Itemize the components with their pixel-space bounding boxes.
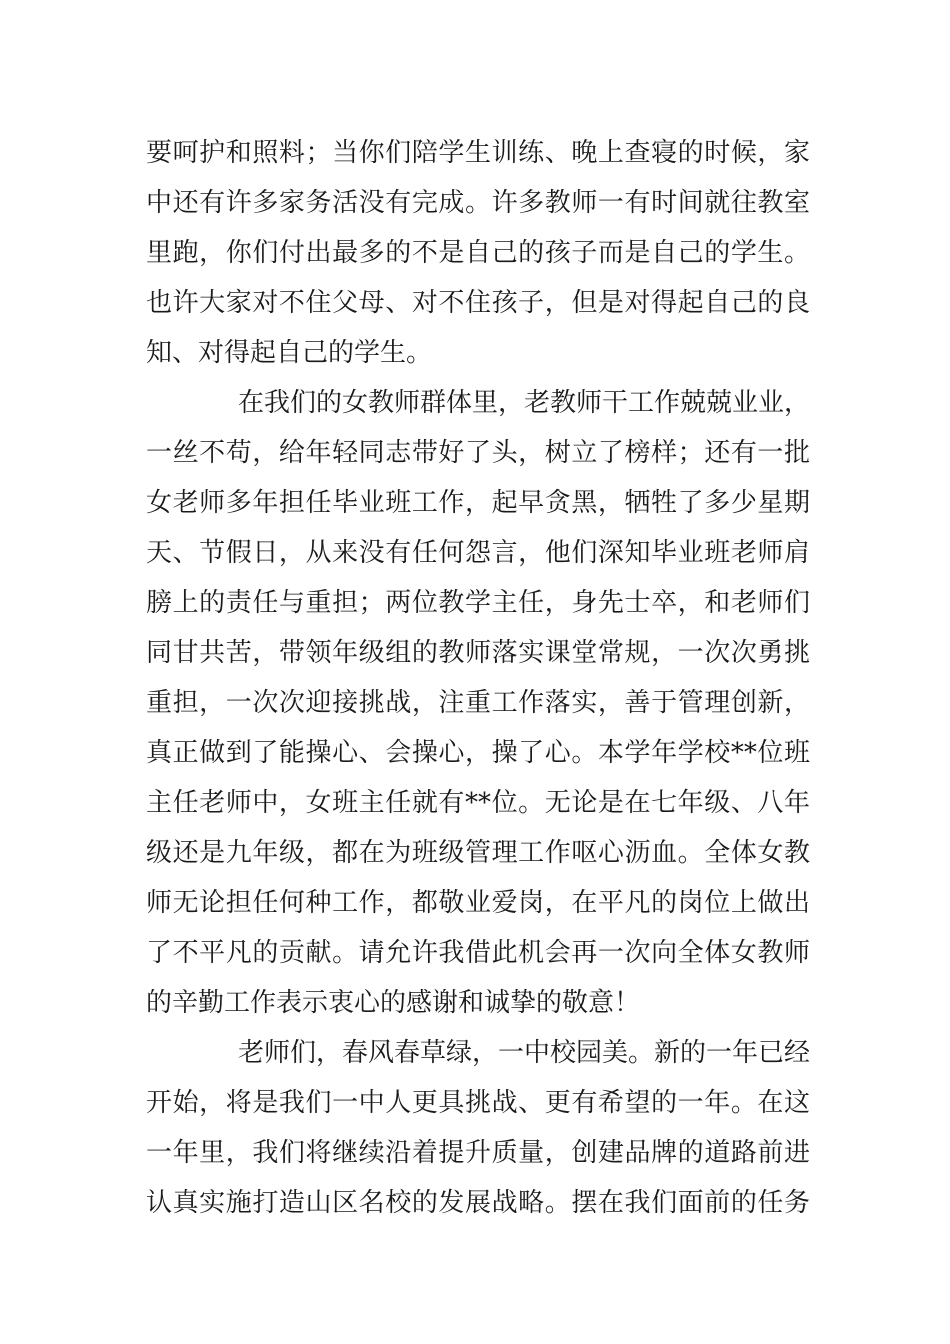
text-line: 了不平凡的贡献。请允许我借此机会再一次向全体女教师 xyxy=(146,938,810,968)
text-line: 要呵护和照料；当你们陪学生训练、晚上查寝的时候，家 xyxy=(146,138,810,168)
text-line: 级还是九年级，都在为班级管理工作呕心沥血。全体女教 xyxy=(146,838,810,868)
text-line: 同甘共苦，带领年级组的教师落实课堂常规，一次次勇挑 xyxy=(146,638,810,668)
text-line: 认真实施打造山区名校的发展战略。摆在我们面前的任务 xyxy=(146,1188,810,1218)
text-line: 膀上的责任与重担；两位教学主任，身先士卒，和老师们 xyxy=(146,588,810,618)
body-text xyxy=(146,128,810,1228)
text-line: 一丝不苟，给年轻同志带好了头，树立了榜样；还有一批 xyxy=(146,438,810,468)
paragraph-start-line: 老师们，春风春草绿，一中校园美。新的一年已经 xyxy=(238,1038,811,1068)
text-line: 天、节假日，从来没有任何怨言，他们深知毕业班老师肩 xyxy=(146,538,810,568)
text-line: 也许大家对不住父母、对不住孩子，但是对得起自己的良 xyxy=(146,288,810,318)
text-line: 真正做到了能操心、会操心，操了心。本学年学校**位班 xyxy=(146,738,810,768)
text-line: 女老师多年担任毕业班工作，起早贪黑，牺牲了多少星期 xyxy=(146,488,810,518)
text-line: 主任老师中，女班主任就有**位。无论是在七年级、八年 xyxy=(146,788,810,818)
text-line: 知、对得起自己的学生。 xyxy=(146,338,433,368)
text-line: 中还有许多家务活没有完成。许多教师一有时间就往教室 xyxy=(146,188,810,218)
text-line: 一年里，我们将继续沿着提升质量，创建品牌的道路前进 xyxy=(146,1138,810,1168)
text-line: 里跑，你们付出最多的不是自己的孩子而是自己的学生。 xyxy=(146,238,810,268)
paragraph-start-line: 在我们的女教师群体里，老教师干工作兢兢业业， xyxy=(238,388,811,418)
text-line: 师无论担任何种工作，都敬业爱岗，在平凡的岗位上做出 xyxy=(146,888,810,918)
text-line: 重担，一次次迎接挑战，注重工作落实，善于管理创新， xyxy=(146,688,810,718)
text-line: 的辛勤工作表示衷心的感谢和诚挚的敬意！ xyxy=(146,988,641,1018)
text-line: 开始，将是我们一中人更具挑战、更有希望的一年。在这 xyxy=(146,1088,810,1118)
